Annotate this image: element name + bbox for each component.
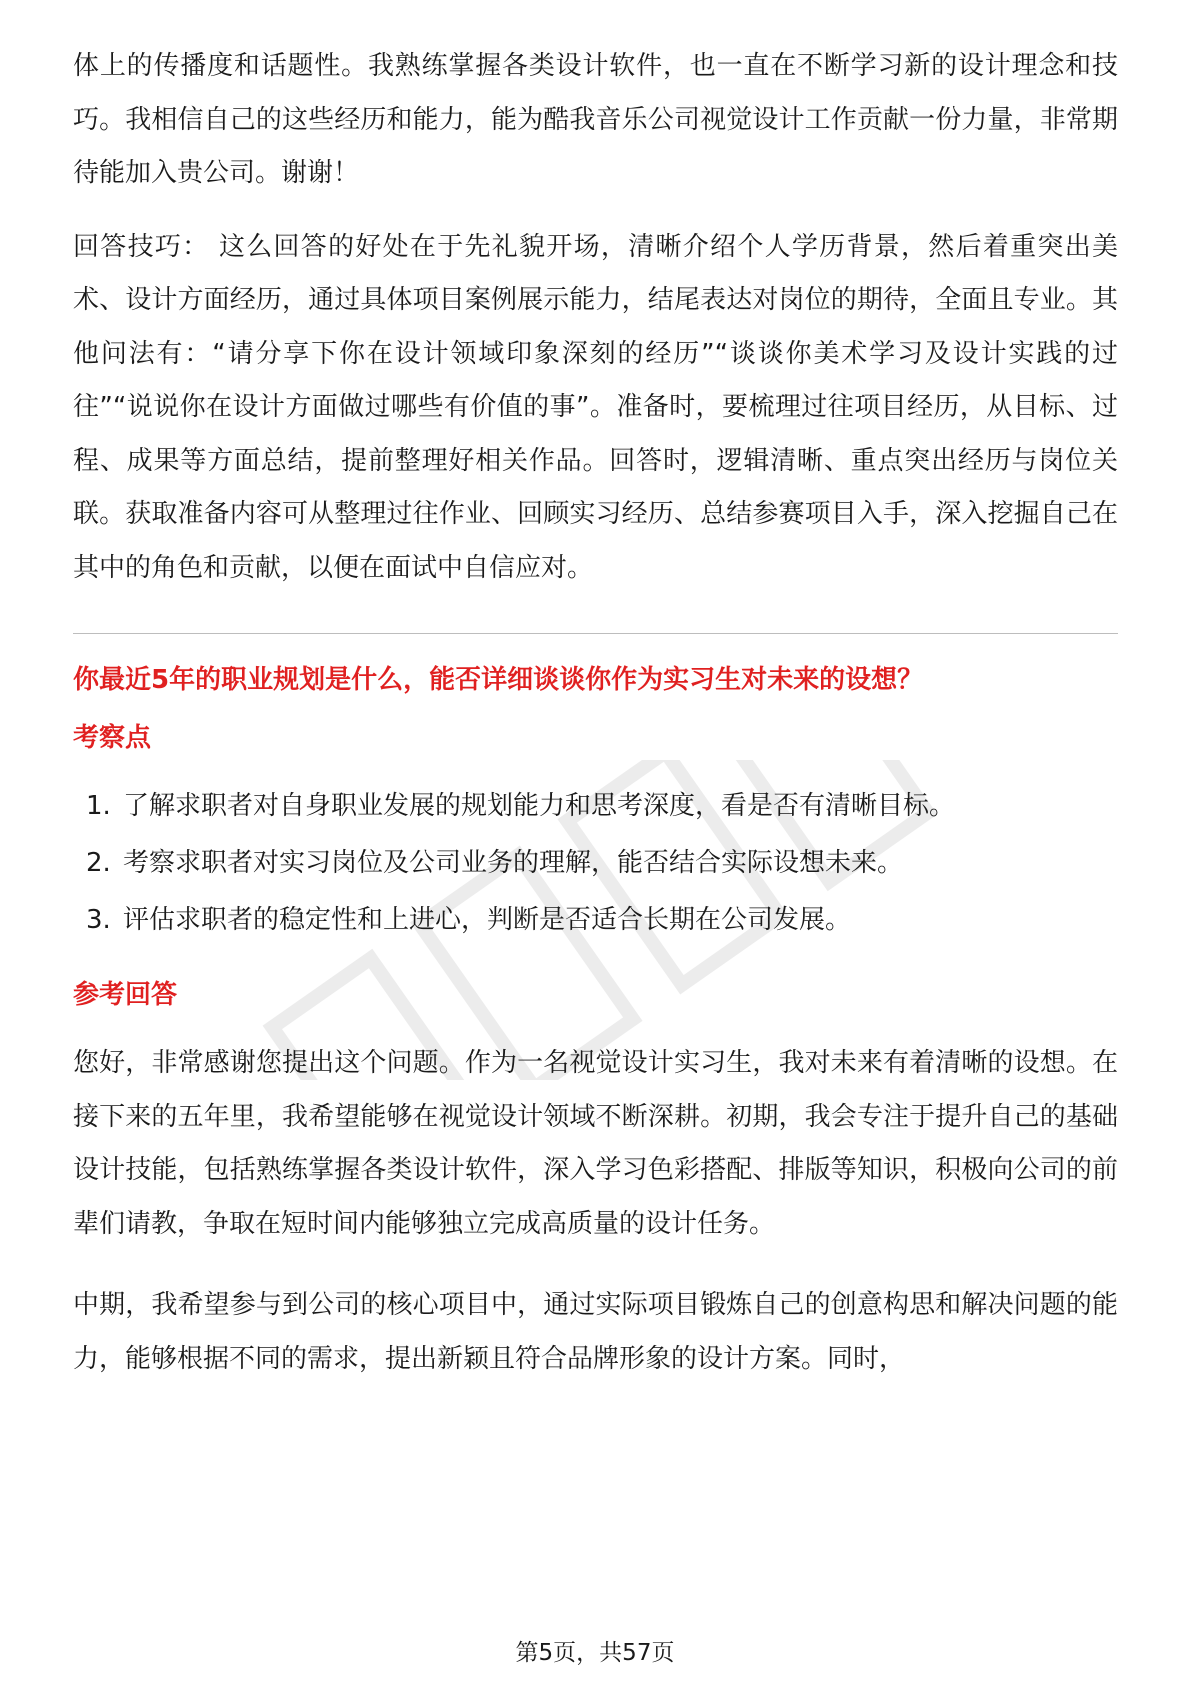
list-item-number: 3.	[86, 905, 111, 935]
points-list	[73, 778, 1118, 949]
list-item-number: 2.	[86, 848, 111, 878]
answer-heading: 参考回答	[73, 980, 178, 1010]
list-item-text: 评估求职者的稳定性和上进心，判断是否适合长期在公司发展。	[123, 905, 852, 935]
question-heading: 你最近5年的职业规划是什么，能否详细谈谈你作为实习生对未来的设想？	[73, 665, 924, 695]
list-item	[73, 835, 1118, 892]
answer-paragraph-1: 您好，非常感谢您提出这个问题。作为一名视觉设计实习生，我对未来有着清晰的设想。在接下来的五年里，我希望能够在视觉设计领域不断深耕。初期，我会专注于提升自己的基础设计技能，包括熟练掌握各类设计软件，深入学习色彩搭配、排版等知识，积极向公司的前辈们请教，争取在短时间内能够独立完成高质量的设计任务。	[73, 1048, 1118, 1239]
list-item	[73, 778, 1118, 835]
intro-tail-paragraph: 体上的传播度和话题性。我熟练掌握各类设计软件，也一直在不断学习新的设计理念和技巧。我相信自己的这些经历和能力，能为酷我音乐公司视觉设计工作贡献一份力量，非常期待能加入贵公司。谢谢！	[73, 51, 1118, 188]
answer-paragraph-2: 中期，我希望参与到公司的核心项目中，通过实际项目锻炼自己的创意构思和解决问题的能力，能够根据不同的需求，提出新颖且符合品牌形象的设计方案。同时，	[73, 1290, 1118, 1374]
page-content	[73, 40, 1118, 1386]
page-footer: 第5页，共57页	[515, 1640, 675, 1666]
list-item	[73, 892, 1118, 949]
list-item-number: 1.	[86, 791, 111, 821]
section-divider	[73, 633, 1118, 634]
answer-tip-paragraph: 回答技巧： 这么回答的好处在于先礼貌开场，清晰介绍个人学历背景，然后着重突出美术、设计方面经历，通过具体项目案例展示能力，结尾表达对岗位的期待，全面且专业。其他问法有：“请分享下你在设计领域印象深刻的经历”“谈谈你美术学习及设计实践的过往”“说说你在设计方面做过哪些有价值的事”。准备时，要梳理过往项目经历，从目标、过程、成果等方面总结，提前整理好相关作品。回答时，逻辑清晰、重点突出经历与岗位关联。获取准备内容可从整理过往作业、回顾实习经历、总结参赛项目入手，深入挖掘自己在其中的角色和贡献，以便在面试中自信应对。	[73, 231, 1118, 583]
list-item-text: 考察求职者对实习岗位及公司业务的理解，能否结合实际设想未来。	[123, 848, 904, 878]
list-item-text: 了解求职者对自身职业发展的规划能力和思考深度，看是否有清晰目标。	[123, 791, 956, 821]
points-heading: 考察点	[73, 723, 152, 753]
